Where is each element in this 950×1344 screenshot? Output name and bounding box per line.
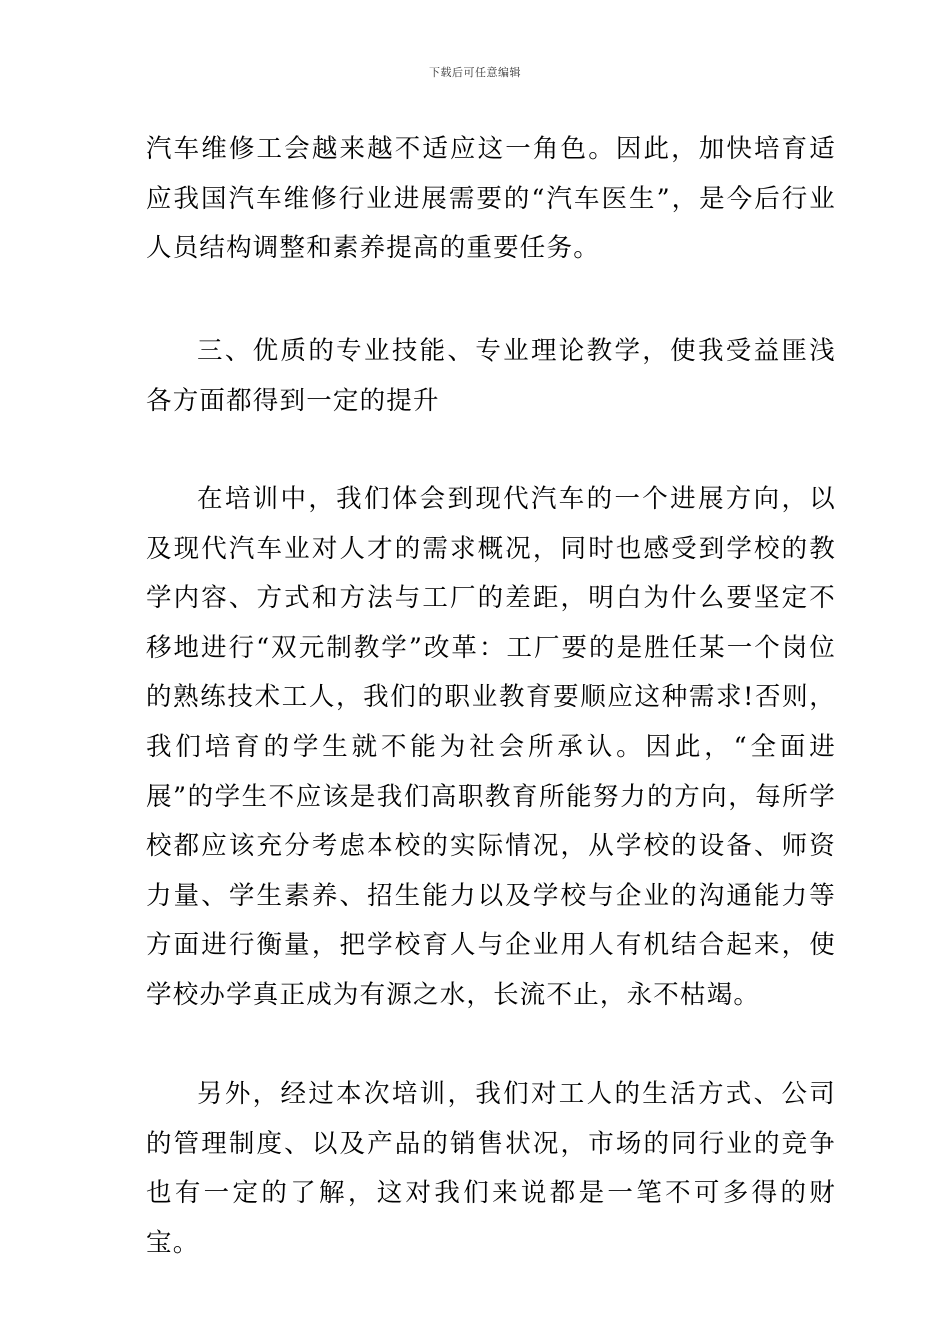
page-header-note: 下载后可任意编辑 [429,66,521,79]
paragraph-training-insights: 在培训中，我们体会到现代汽车的一个进展方向，以及现代汽车业对人才的需求概况，同时也感受到学校的教学内容、方式和方法与工厂的差距，明白为什么要坚定不移地进行“双元制教学”改革：工厂要的是胜任某一个岗位的熟练技术工人，我们的职业教育要顺应这种需求!否则，我们培育的学生就不能为社会所承认。因此，“全面进展”的学生不应该是我们高职教育所能努力的方向，每所学校都应该充分考虑本校的实际情况，从学校的设备、师资力量、学生素养、招生能力以及学校与企业的沟通能力等方面进行衡量，把学校育人与企业用人有机结合起来，使学校办学真正成为有源之水，长流不止，永不枯竭。 [146,484,836,1010]
section-heading-three: 三、优质的专业技能、专业理论教学，使我受益匪浅各方面都得到一定的提升 [146,336,836,416]
paragraph-continuation: 汽车维修工会越来越不适应这一角色。因此，加快培育适应我国汽车维修行业进展需要的“汽车医生”，是今后行业人员结构调整和素养提高的重要任务。 [146,134,836,264]
paragraph-additional-gains: 另外，经过本次培训，我们对工人的生活方式、公司的管理制度、以及产品的销售状况，市场的同行业的竞争也有一定的了解，这对我们来说都是一笔不可多得的财宝。 [146,1079,836,1258]
